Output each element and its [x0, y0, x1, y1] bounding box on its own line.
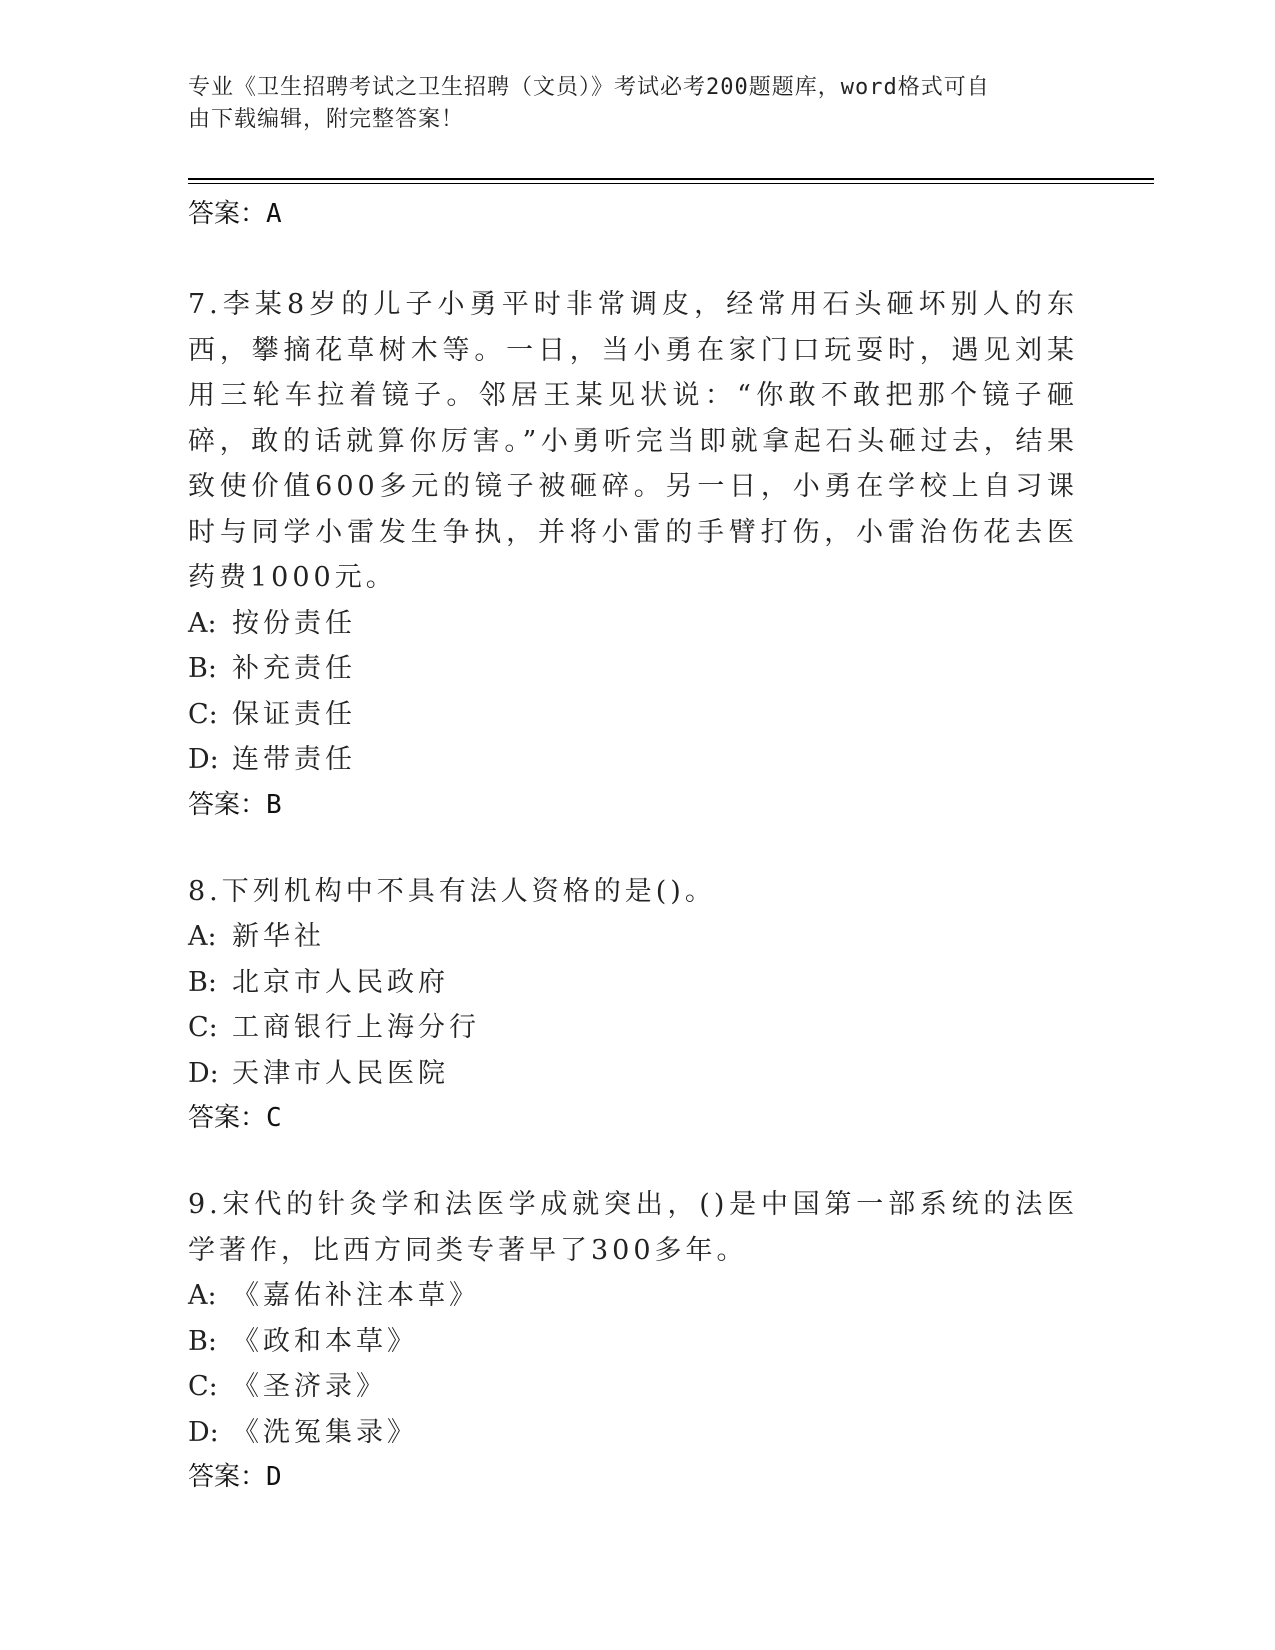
option-d [188, 737, 1078, 783]
option-key: B: [188, 653, 217, 684]
option-text: 新华社 [232, 921, 325, 952]
answer-label: 答案： [188, 199, 267, 229]
option-text: 北京市人民政府 [232, 966, 449, 998]
option-d [188, 1410, 1078, 1456]
option-a [188, 1273, 1078, 1319]
answer-value: C [266, 1103, 282, 1133]
document-body [188, 190, 1078, 1500]
option-d [188, 1051, 1078, 1097]
option-text: 《圣济录》 [232, 1371, 387, 1402]
option-c [188, 692, 1078, 738]
option-text: 按份责任 [232, 607, 356, 639]
question-answer [188, 1455, 1078, 1500]
option-key: C: [188, 698, 218, 730]
question-answer [188, 783, 1078, 828]
option-key: D: [188, 744, 219, 775]
option-c [188, 1005, 1078, 1051]
header-line-2: 由下载编辑，附完整答案！ [188, 107, 465, 132]
answer-label: 答案： [188, 1462, 267, 1492]
question-9 [188, 1182, 1078, 1500]
option-text: 《嘉佑补注本草》 [232, 1280, 480, 1311]
answer-value: A [266, 199, 282, 229]
option-key: A: [188, 1280, 217, 1311]
question-stem: 9.宋代的针灸学和法医学成就突出，()是中国第一部系统的法医学著作，比西方同类专著早了300多年。 [188, 1189, 1078, 1266]
answer-label: 答案： [188, 1103, 267, 1133]
option-key: C: [188, 1012, 218, 1043]
option-b [188, 960, 1078, 1006]
option-b [188, 1319, 1078, 1365]
option-text: 《洗冤集录》 [232, 1416, 418, 1448]
question-7 [188, 282, 1078, 828]
option-key: A: [188, 607, 217, 639]
document-header [188, 72, 1068, 136]
question-answer [188, 1096, 1078, 1141]
answer-value: B [266, 789, 282, 820]
option-text: 补充责任 [232, 653, 356, 684]
option-key: A: [188, 921, 217, 952]
option-b [188, 646, 1078, 692]
option-c [188, 1364, 1078, 1410]
previous-answer [188, 194, 1078, 234]
question-8 [188, 869, 1078, 1142]
option-text: 《政和本草》 [232, 1325, 418, 1357]
option-text: 保证责任 [232, 698, 356, 730]
option-a [188, 914, 1078, 960]
option-text: 工商银行上海分行 [232, 1012, 480, 1043]
option-key: C: [188, 1371, 218, 1402]
answer-value: D [266, 1462, 282, 1492]
option-key: D: [188, 1057, 219, 1089]
header-divider-thick [188, 178, 1154, 180]
question-stem: 7.李某8岁的儿子小勇平时非常调皮，经常用石头砸坏别人的东西，攀摘花草树木等。一日，当小勇在家门口玩耍时，遇见刘某用三轮车拉着镜子。邻居王某见状说：“你敢不敢把那个镜子砸碎，敢的话就算你厉害。”小勇听完当即就拿起石头砸过去，结果致使价值600多元的镜子被砸碎。另一日，小勇在学校上自习课时与同学小雷发生争执，并将小雷的手臂打伤，小雷治伤花去医药费1000元。 [188, 289, 1078, 593]
header-line-1: 专业《卫生招聘考试之卫生招聘（文员）》考试必考200题题库，word格式可自 [188, 75, 990, 100]
option-key: B: [188, 966, 217, 998]
option-a [188, 601, 1078, 647]
option-text: 天津市人民医院 [232, 1057, 449, 1089]
answer-label: 答案： [188, 789, 267, 820]
header-divider-thin [188, 183, 1154, 184]
option-key: D: [188, 1416, 219, 1448]
question-stem: 8.下列机构中不具有法人资格的是()。 [188, 875, 716, 907]
option-key: B: [188, 1325, 217, 1357]
option-text: 连带责任 [232, 744, 356, 775]
